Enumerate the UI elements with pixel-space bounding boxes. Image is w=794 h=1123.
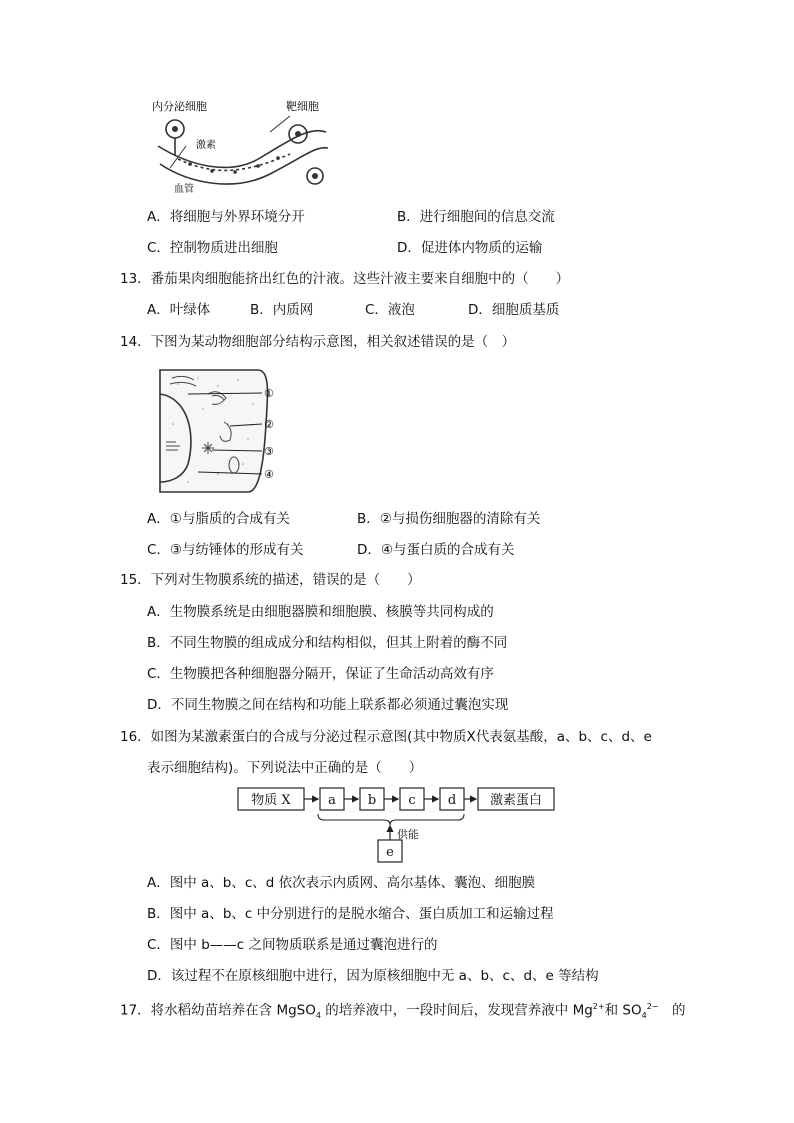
secretion-flow-diagram — [236, 786, 558, 864]
q13-stem: 13．番茄果肉细胞能挤出红色的汁液。这些汁液主要来自细胞中的（ ） — [120, 271, 570, 287]
q14-option-c: C．③与纺锤体的形成有关 — [147, 542, 304, 558]
q16-stem-line2: 表示细胞结构)。下列说法中正确的是（ ） — [147, 760, 423, 776]
q13-option-c: C．液泡 — [365, 302, 415, 318]
flow-box-a: a — [328, 793, 336, 808]
flow-box-c: c — [408, 793, 416, 808]
q16-option-d: D．该过程不在原核细胞中进行，因为原核细胞中无 a、b、c、d、e 等结构 — [147, 968, 599, 984]
q14-option-a: A．①与脂质的合成有关 — [147, 511, 290, 527]
q16-option-a: A．图中 a、b、c、d 依次表示内质网、高尔基体、囊泡、细胞膜 — [147, 875, 536, 891]
flow-box-b: b — [367, 793, 377, 808]
flow-box-x: 物质 X — [251, 793, 291, 808]
q13-option-b: B．内质网 — [250, 302, 314, 318]
q15-option-c: C．生物膜把各种细胞器分隔开，保证了生命活动高效有序 — [147, 666, 494, 682]
q17-text-b: 的培养液中，一段时间后，发现营养液中 Mg — [320, 1002, 593, 1019]
q12-option-d: D．促进体内物质的运输 — [397, 240, 543, 256]
q12-option-c: C．控制物质进出细胞 — [147, 240, 278, 256]
flow-box-e: e — [386, 845, 394, 860]
q16-option-c: C．图中 b——c 之间物质联系是通过囊泡进行的 — [147, 937, 438, 953]
q15-option-b: B．不同生物膜的组成成分和结构相似，但其上附着的酶不同 — [147, 635, 508, 651]
q14-stem: 14．下图为某动物细胞部分结构示意图，相关叙述错误的是（ ） — [120, 334, 516, 350]
q17-text-c: 和 SO — [604, 1002, 642, 1019]
q15-stem: 15．下列对生物膜系统的描述，错误的是（ ） — [120, 572, 421, 588]
q12-option-a: A．将细胞与外界环境分开 — [147, 209, 305, 225]
q15-option-a: A．生物膜系统是由细胞器膜和细胞膜、核膜等共同构成的 — [147, 604, 494, 620]
q17-sub-4: 4 — [315, 1011, 321, 1021]
q14-option-b: B．②与损伤细胞器的清除有关 — [357, 511, 541, 527]
q15-option-d: D．不同生物膜之间在结构和功能上联系都必须通过囊泡实现 — [147, 697, 509, 713]
fig1-cell-label: 内分泌细胞 — [152, 100, 207, 113]
q17-sup-mg: 2+ — [592, 1002, 605, 1011]
q17-text-d: 的 — [658, 1002, 686, 1019]
q17-text-a: 17．将水稻幼苗培养在含 MgSO — [120, 1002, 316, 1019]
q14-option-d: D．④与蛋白质的合成有关 — [357, 542, 515, 558]
q14-label-2: ② — [264, 418, 274, 431]
flow-box-d: d — [447, 793, 457, 808]
hormone-transport-figure — [150, 96, 330, 196]
q13-option-d: D．细胞质基质 — [468, 302, 560, 318]
animal-cell-figure — [158, 364, 298, 496]
q14-label-1: ① — [264, 387, 274, 400]
q14-label-3: ③ — [264, 445, 274, 458]
q13-option-a: A．叶绿体 — [147, 302, 211, 318]
flow-energy-label: 供能 — [397, 828, 419, 841]
q12-option-b: B．进行细胞间的信息交流 — [397, 209, 555, 225]
q17-sub-4b: 4 — [641, 1011, 647, 1021]
fig1-target-label: 靶细胞 — [286, 100, 319, 113]
fig1-vessel-label: 血管 — [174, 184, 194, 195]
fig1-hormone-label: 激素 — [196, 140, 216, 151]
q16-option-b: B．图中 a、b、c 中分别进行的是脱水缩合、蛋白质加工和运输过程 — [147, 906, 554, 922]
q17-sup-so: 2− — [646, 1002, 659, 1011]
q14-label-4: ④ — [264, 468, 274, 481]
q16-stem-line1: 16．如图为某激素蛋白的合成与分泌过程示意图(其中物质X代表氨基酸，a、b、c、d、e — [120, 729, 652, 745]
q17-stem — [120, 998, 685, 1025]
flow-box-product: 激素蛋白 — [489, 793, 543, 808]
